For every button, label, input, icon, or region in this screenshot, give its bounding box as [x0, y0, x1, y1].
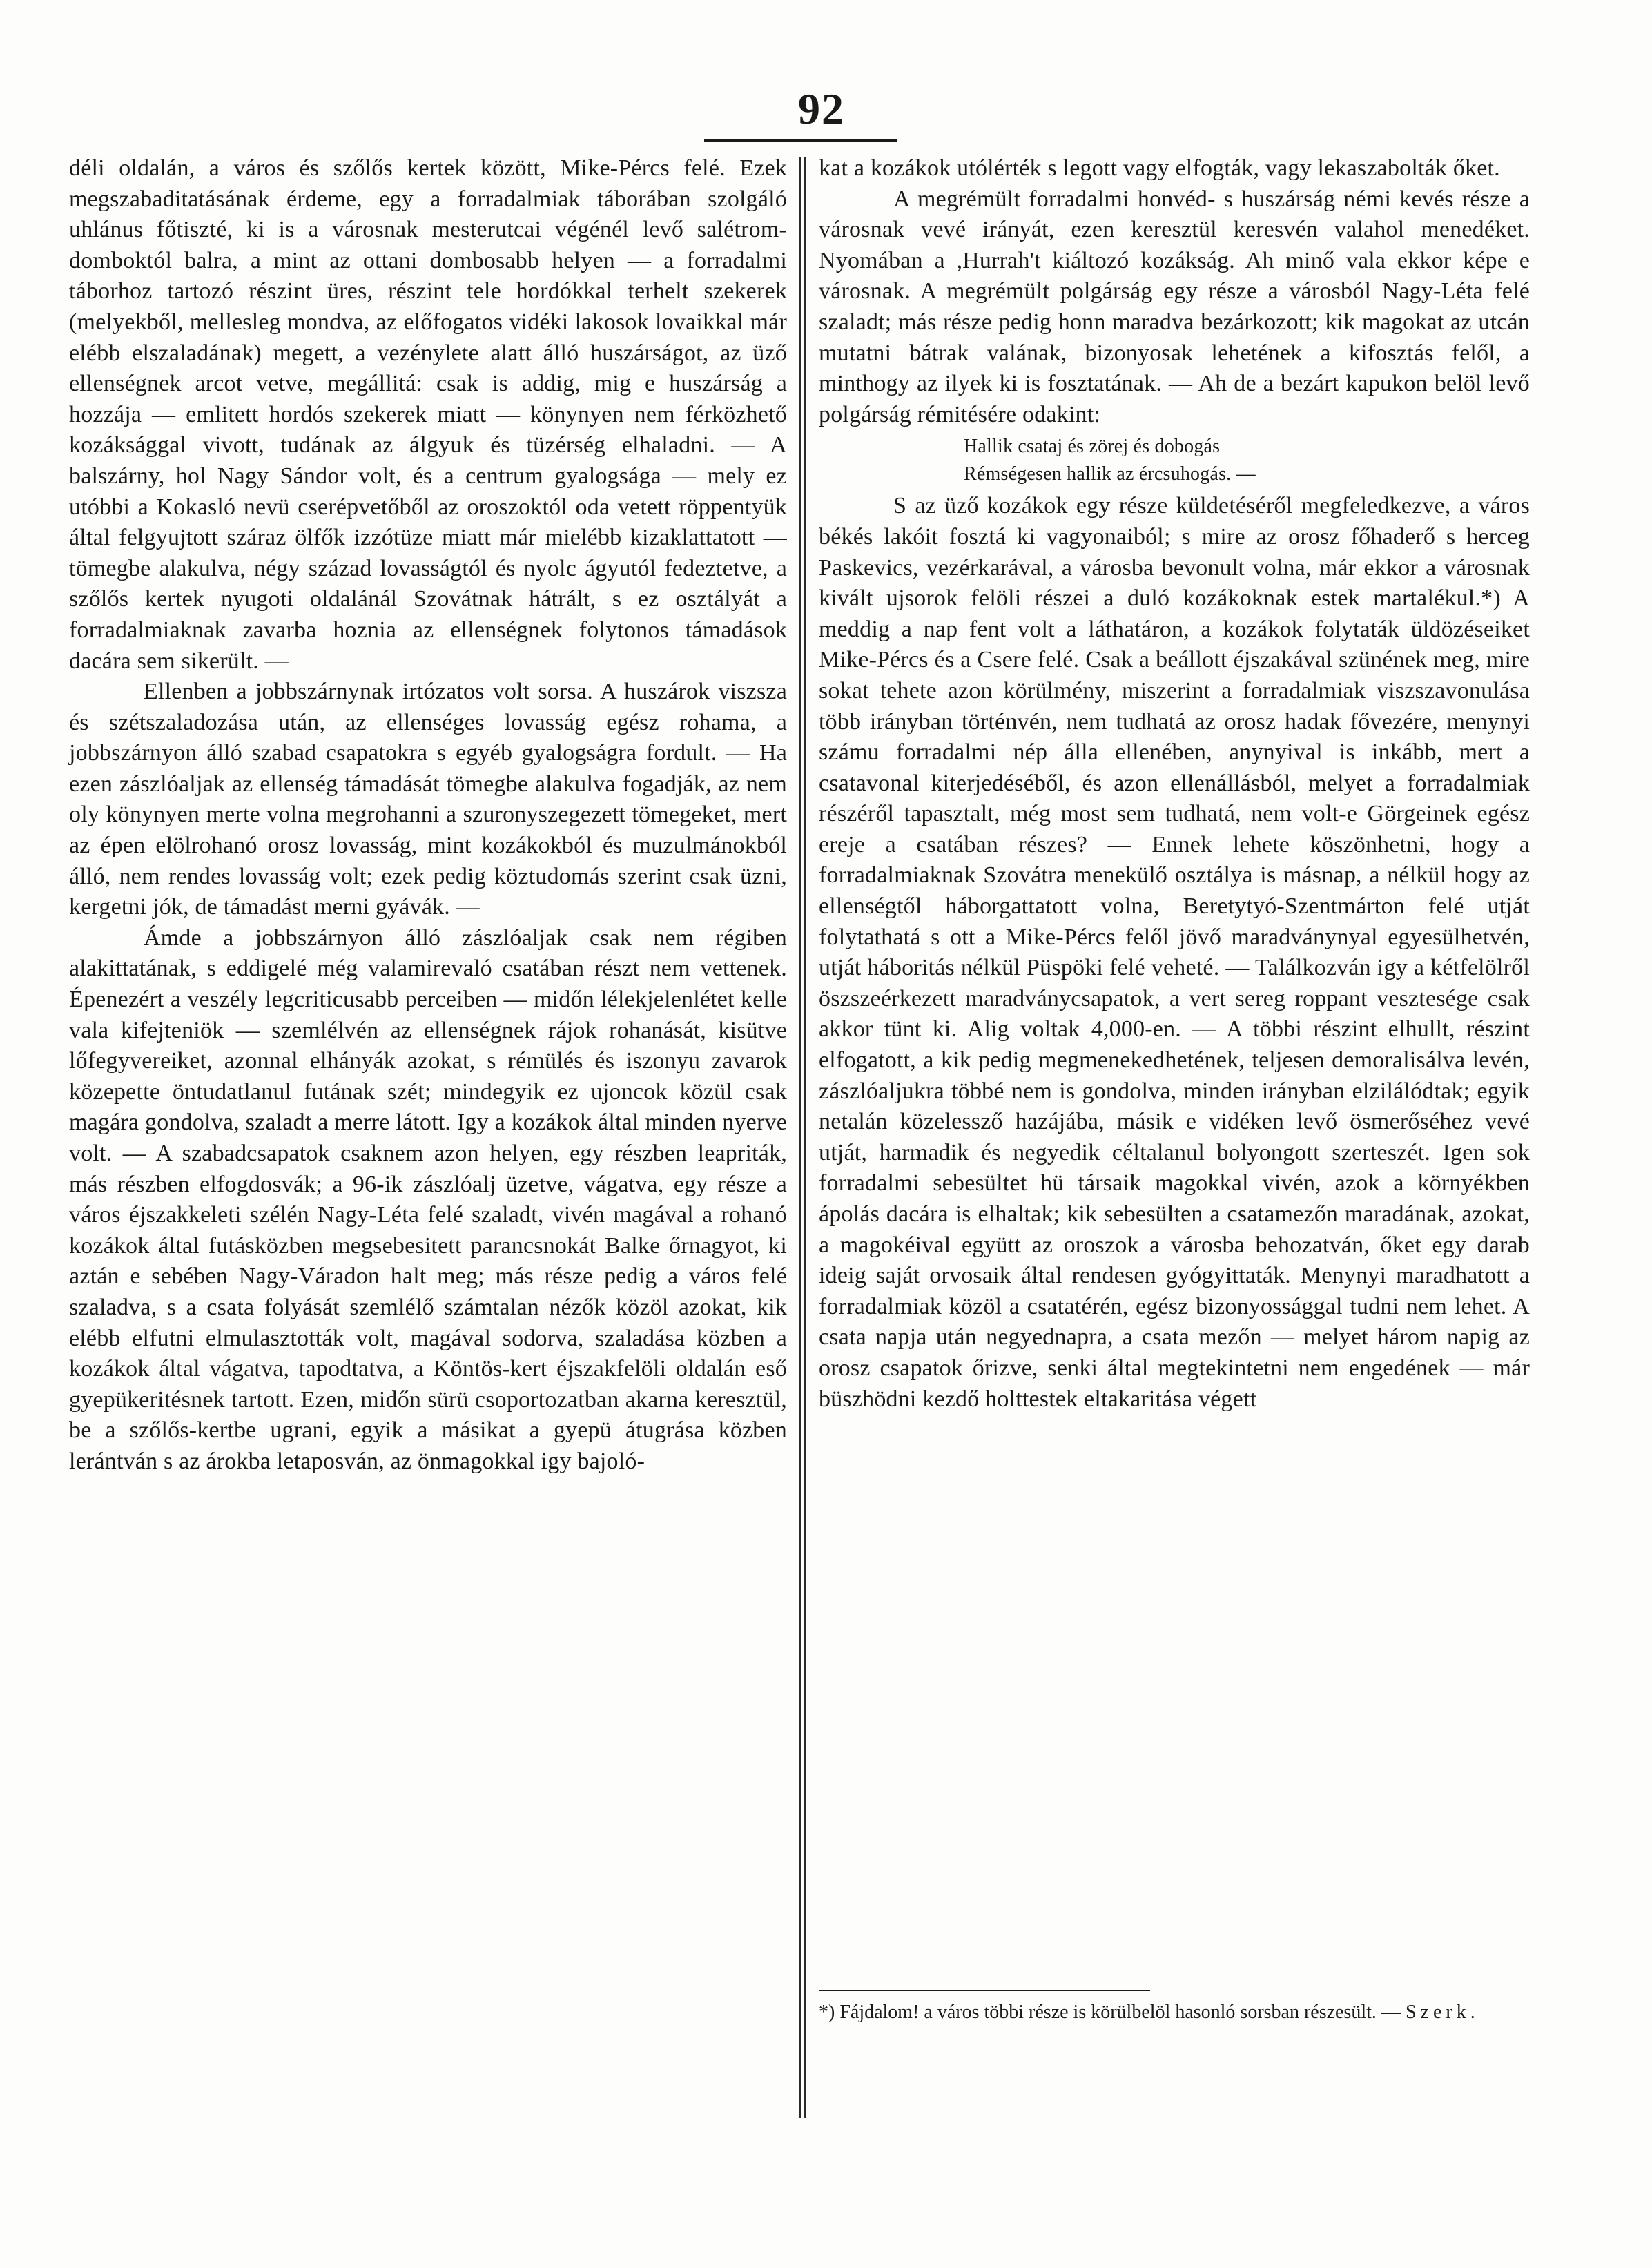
left-paragraph-1: déli oldalán, a város és szőlős kertek között, Mike-Pércs felé. Ezek megszabaditatásának érdeme, egy a forradalmiak táborában szolgáló uhlánus főtiszté, ki is a városnak mesterutcai végénél levő salétrom-domboktól balra, a mint az ottani dombosabb helyen — a forradalmi táborhoz tartozó részint üres, részint tele hordókkal terhelt szekerek (melyekből, mellesleg mondva, az előfogatos vidéki lakosok lovaikkal már elébb elszaladának) megett, a vezénylete alatt álló huszárságot, az üző ellenségnek arcot vetve, megállitá: csak is addig, mig e huszárság a hozzája — emlitett hordós szekerek miatt — könynyen nem férközhető kozáksággal vivott, tudának az álgyuk és tüzérség elhaladni. — A balszárny, hol Nagy Sándor volt, és a centrum gyalogsága — mely ez utóbbi a Kokasló nevü cserépvetőből az oroszoktól oda vetett röppentyük által felgyujtott száraz ölfők izzótüze miatt már mielébb kizaklattatott — tömegbe alakulva, négy század lovasságtól és nyolc ágyutól fedeztetve, a szőlős kertek nyugoti oldalánál Szovátnak hátrált, s ez osztályát a forradalmiaknak zavarba hoznia az ellenségnek folytonos támadások dacára sem sikerült. —	[69, 155, 787, 674]
right-paragraph-2: A megrémült forradalmi honvéd- s huszárság némi kevés része a városnak vevé irányát, ezen keresztül keresvén valahol menedéket. Nyomában a ,Hurrah't kiáltozó kozákság. Ah minő vala ekkor képe e városnak. A megrémült polgárság egy része a városból Nagy-Léta felé szaladt; más része pedig honn maradva bezárkozott; kik magokat az utcán mutatni bátrak valának, bizonyosak lehetének a kifosztás felől, a minthogy az ilyek ki is fosztatának. — Ah de a bezárt kapukon belöl levő polgárság rémitésére odakint:	[819, 186, 1530, 427]
column-divider	[799, 157, 801, 2118]
left-paragraph-2: Ellenben a jobbszárnynak irtózatos volt sorsa. A huszárok viszsza és szétszaladozása után, az ellenséges lovasság egész rohama, a jobbszárnyon álló szabad csapatokra s egyéb gyalogságra fordult. — Ha ezen zászlóaljak az ellenség támadását tömegbe alakulva fogadják, az nem oly könynyen merte volna megrohanni a szuronyszegezett tömegeket, mert az épen elölrohanó orosz lovasság, mint kozákokból és muzulmánokból álló, nem rendes lovasság volt; ezek pedig köztudomás szerint csak üzni, kergetni jók, de támadást merni gyávák. —	[69, 679, 787, 920]
verse-line-2: Rémségesen hallik az ércsuhogás. —	[964, 463, 1256, 485]
footnote-text: *) Fájdalom! a város többi része is körülbelöl hasonló sorsban részesült. —	[819, 2002, 1401, 2023]
verse-line-1: Hallik csataj és zörej és dobogás	[964, 436, 1221, 458]
footnote-rule	[819, 1990, 1150, 1991]
footnote-signature: Szerk.	[1405, 2002, 1479, 2023]
left-paragraph-3: Ámde a jobbszárnyon álló zászlóaljak csak nem régiben alakittatának, s eddigelé még valamirevaló csatában részt nem vettenek. Épenezért a veszély legcriticusabb perceiben — midőn lélekjelenlétet kelle vala kifejteniök — szemlélvén az ellenségnek rájok rohanását, kisütve lőfegyvereiket, azonnal elhányák azokat, s rémülés és iszonyu zavarok közepette öntudatlanul futának szét; mindegyik ez ujoncok közül csak magára gondolva, szaladt a merre látott. Igy a kozákok által minden nyerve volt. — A szabadcsapatok csaknem azon helyen, egy részben leapriták, más részben elfogdosvák; a 96-ik zászlóalj üzetve, vágatva, egy része a város éjszakkeleti szélén Nagy-Léta felé szaladt, vivén magával a rohanó kozákok által futásközben megsebesitett parancsnokát Balke őrnagyot, ki aztán e sebében Nagy-Váradon halt meg; más része pedig a város felé szaladva, s a csata folyását szemlélő számtalan nézők közöl azokat, kik elébb elfutni elmulasztották volt, magával sodorva, szaladása közben a kozákok által vágatva, tapodtatva, a Köntös-kert éjszakfelöli oldalán eső gyepükeritésnek tartott. Ezen, midőn sürü csoportozatban akarna keresztül, be a szőlős-kertbe ugrani, egyik a másikat a gyepü átugrása közben lerántván s az árokba letaposván, az önmagokkal igy bajoló-	[69, 924, 787, 1474]
footnote	[819, 1999, 1530, 2026]
page-number: 92	[798, 84, 845, 133]
right-paragraph-3: S az üző kozákok egy része küldetéséről megfeledkezve, a város békés lakóit fosztá ki vagyonaiból; s mire az orosz főhaderő s herceg Paskevics, vezérkarával, a városba bevonult volna, már ekkor a városnak kivált ujsorok felöli részei a duló kozákoknak estek martalékul.*) A meddig a nap fent volt a láthatáron, a kozákok folytaták üldözéseiket Mike-Pércs és a Csere felé. Csak a beállott éjszakával szünének meg, mire sokat tehete azon körülmény, miszerint a forradalmiak viszszavonulása több irányban történvén, nem tudhatá az orosz hadak fővezére, menynyi számu forradalmi nép álla ellenében, anynyival is inkább, mert a csatavonal kiterjedéséből, és azon ellenállásból, melyet a forradalmiak részéről tapasztalt, még most sem tudhatá, nem volt-e Görgeinek egész ereje a csatában részes? — Ennek lehete köszönhetni, hogy a forradalmiaknak Szovátra menekülő osztálya is másnap, a nélkül hogy az ellenségtől háborgattatott volna, Beretytyó-Szentmárton felé utját folytathatá s ott a Mike-Pércs felől jövő maradványnyal egyesülhetvén, utját háboritás nélkül Püspöki felé veheté. — Találkozván igy a kétfelölről öszszeérkezett maradványcsapatok, a vert sereg roppant vesztesége csak akkor tünt ki. Alig voltak 4,000-en. — A többi részint elhullt, részint elfogatott, a kik pedig megmenekedhetének, teljesen demoralisálva levén, zászlóaljukra többé nem is gondolva, minden irányban elzilálódtak; egyik netalán közelessző hazájába, másik e vidéken levő ösmerőséhez vevé utját, harmadik és negyedik céltalanul bolyongott szerteszét. Igen sok forradalmi sebesültet hü társaik magokkal vivén, azok a környékben ápolás dacára is elhaltak; kik sebesülten a csatamezőn maradának, azokat, a magokéival együtt az oroszok a városba behozatván, őket egy darab ideig saját orvosaik által rendesen gyógyittaták. Menynyi maradhatott a forradalmiak közöl a csatatérén, egész bizonyossággal tudni nem lehet. A csata napja után negyednapra, a csata mezőn — melyet három napig az orosz csapatok őrizve, senki által megtekintetni nem engedének — már büszhödni kezdő holttestek eltakaritása végett	[819, 493, 1530, 1412]
header-rule	[704, 139, 897, 142]
verse-quote	[819, 433, 1530, 488]
right-column	[819, 153, 1530, 2128]
column-divider-double	[804, 157, 806, 2118]
right-paragraph-1: kat a kozákok utólérték s legott vagy elfogták, vagy lekaszabolták őket.	[819, 155, 1500, 181]
left-column	[69, 153, 787, 2128]
